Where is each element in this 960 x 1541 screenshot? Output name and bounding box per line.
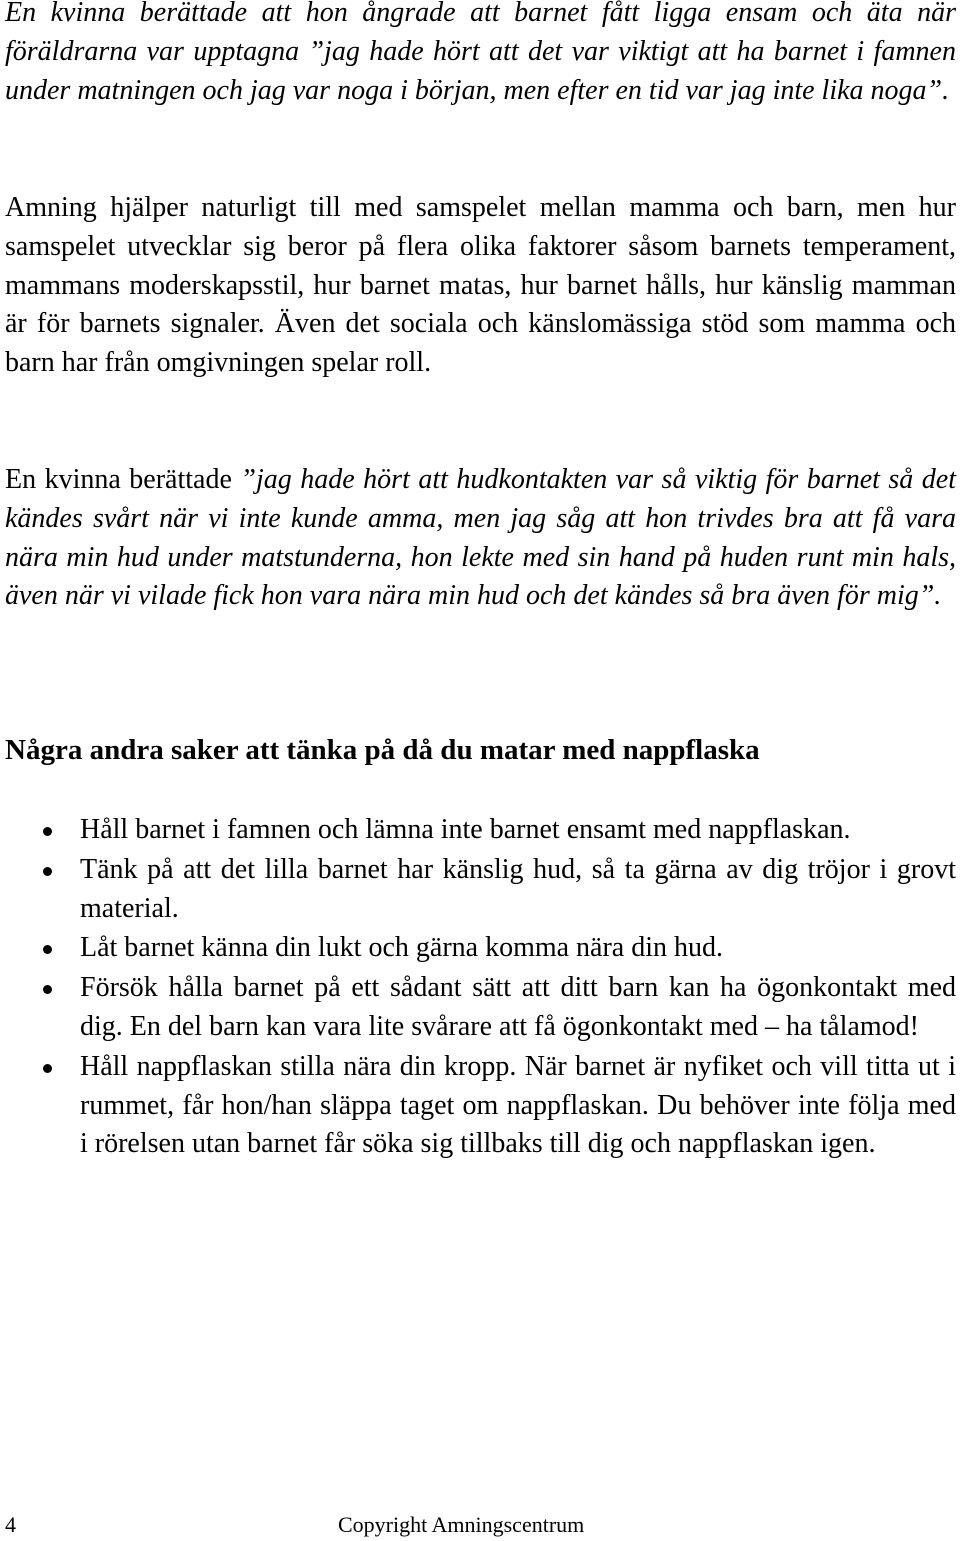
copyright-notice: Copyright Amningscentrum bbox=[338, 1512, 585, 1537]
bullet-icon bbox=[43, 867, 52, 876]
list-item bbox=[5, 851, 956, 929]
paragraph-quote-2-text: ”jag hade hört att hudkontakten var så viktig för barnet så det kändes svårt när vi inte kunde amma, men jag såg att hon trivdes bra att få vara nära min hud under matstunderna, hon lekte med sin hand på huden runt min hals, även när vi vilade fick hon vara nära min hud och det kändes så bra även för mig”. bbox=[5, 464, 957, 612]
list-item bbox=[5, 811, 956, 850]
list-item-text: Låt barnet känna din lukt och gärna komma nära din hud. bbox=[80, 932, 724, 964]
bullet-icon bbox=[43, 985, 52, 994]
page-number: 4 bbox=[5, 1512, 16, 1537]
list-item-text: Håll nappflaskan stilla nära din kropp. När barnet är nyfiket och vill titta ut i rummet, får hon/han släppa taget om nappflaskan. Du behöver inte följa med i rörelsen utan barnet får söka sig tillbaks till dig och nappflaskan igen. bbox=[80, 1050, 956, 1160]
paragraph-quote-2 bbox=[5, 461, 956, 616]
section-heading: Några andra saker att tänka på då du matar med nappflaska bbox=[5, 734, 760, 766]
list-item bbox=[5, 929, 956, 968]
paragraph-quote-2-intro: En kvinna berättade bbox=[5, 464, 241, 495]
paragraph-quote-1: En kvinna berättade att hon ångrade att barnet fått ligga ensam och äta när föräldrarna var upptagna ”jag hade hört att det var viktigt att ha barnet i famnen under matningen och jag var noga i början, men efter en tid var jag inte lika noga”. bbox=[5, 0, 956, 106]
list-item bbox=[5, 1048, 956, 1164]
tips-list bbox=[5, 811, 956, 1165]
bullet-icon bbox=[43, 827, 52, 836]
paragraph-interaction: Amning hjälper naturligt till med samspelet mellan mamma och barn, men hur samspelet utvecklar sig beror på flera olika faktorer såsom barnets temperament, mammans moderskapsstil, hur barnet matas, hur barnet hålls, hur känslig mamman är för barnets signaler. Även det sociala och känslomässiga stöd som mamma och barn har från omgivningen spelar roll. bbox=[5, 192, 956, 379]
list-item-text: Försök hålla barnet på ett sådant sätt att ditt barn kan ha ögonkontakt med dig. En del barn kan vara lite svårare att få ögonkontakt med – ha tålamod! bbox=[80, 972, 956, 1042]
list-item-text: Tänk på att det lilla barnet har känslig hud, så ta gärna av dig tröjor i grovt material. bbox=[80, 853, 956, 924]
bullet-icon bbox=[43, 1064, 52, 1073]
bullet-icon bbox=[43, 945, 52, 954]
list-item bbox=[5, 969, 956, 1047]
list-item-text: Håll barnet i famnen och lämna inte barnet ensamt med nappflaskan. bbox=[80, 814, 851, 845]
